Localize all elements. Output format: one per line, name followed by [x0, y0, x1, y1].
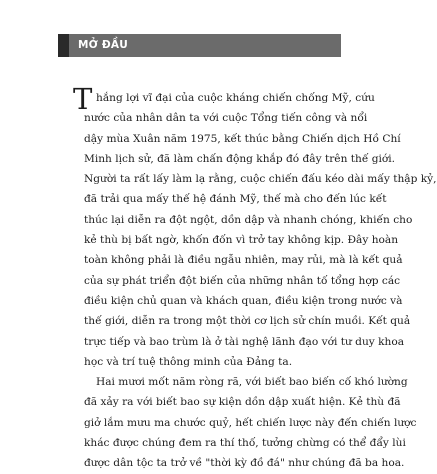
paragraph-1-line-8: kẻ thù bị bất ngờ, khốn đốn vì trở tay không kịp. Đây hoàn [84, 234, 399, 247]
chapter-header-tab [58, 34, 69, 57]
paragraph-1-line-12: thế giới, diễn ra trong một thời cơ lịch sử chín muồi. Kết quả [84, 315, 411, 328]
paragraph-2-line-3: giở lắm mưu ma chước quỷ, hết chiến lược này đến chiến lược [84, 416, 417, 429]
paragraph-1-first-text: hắng lợi vĩ đại của cuộc kháng chiến chống Mỹ, cứu [96, 92, 375, 104]
paragraph-1-line-13: trực tiếp và bao trùm là ở tài nghệ lãnh đạo với tư duy khoa [84, 335, 405, 348]
paragraph-1-line-3: dậy mùa Xuân năm 1975, kết thúc bằng Chiến dịch Hồ Chí [84, 132, 401, 145]
chapter-header-bar [58, 34, 341, 57]
paragraph-1-line-1 [73, 82, 375, 116]
body-text [73, 82, 437, 474]
paragraph-1-line-14: học và trí tuệ thông minh của Đảng ta. [84, 355, 293, 368]
paragraph-2-line-2: đã xảy ra với biết bao sự kiện dồn dập xuất hiện. Kẻ thù đã [84, 396, 401, 409]
paragraph-2-line-5: được dân tộc ta trở về "thời kỳ đồ đá" như chúng đã ba hoa. [84, 457, 405, 470]
paragraph-2-line-1: Hai mươi mốt năm ròng rã, với biết bao biến cố khó lường [96, 376, 408, 389]
paragraph-1-line-7: thúc lại diễn ra đột ngột, dồn dập và nhanh chóng, khiến cho [84, 213, 413, 226]
paragraph-1 [84, 108, 437, 372]
paragraph-1-line-6: đã trải qua mấy thế hệ đánh Mỹ, thế mà cho đến lúc kết [84, 193, 387, 206]
paragraph-1-line-10: của sự phát triển đột biến của những nhân tố tổng hợp các [84, 274, 401, 287]
paragraph-1-line-9: toàn không phải là điều ngẫu nhiên, may rủi, mà là kết quả [84, 254, 403, 267]
paragraph-1-line-4: Minh lịch sử, đã làm chấn động khắp đó đây trên thế giới. [84, 152, 396, 165]
paragraph-2-line-4: khác được chúng đem ra thí thố, tưởng chừng có thể đẩy lùi [84, 437, 406, 450]
paragraph-1-line-2: nước của nhân dân ta với cuộc Tổng tiến công và nổi [84, 112, 368, 125]
chapter-title: MỞ ĐẦU [78, 39, 128, 51]
drop-cap: T [73, 82, 93, 116]
paragraph-2 [84, 372, 417, 473]
paragraph-1-line-11: điều kiện chủ quan và khách quan, điều kiện trong nước và [84, 294, 403, 307]
paragraph-1-line-5: Người ta rất lấy làm lạ rằng, cuộc chiến đấu kéo dài mấy thập kỷ, [84, 173, 437, 186]
